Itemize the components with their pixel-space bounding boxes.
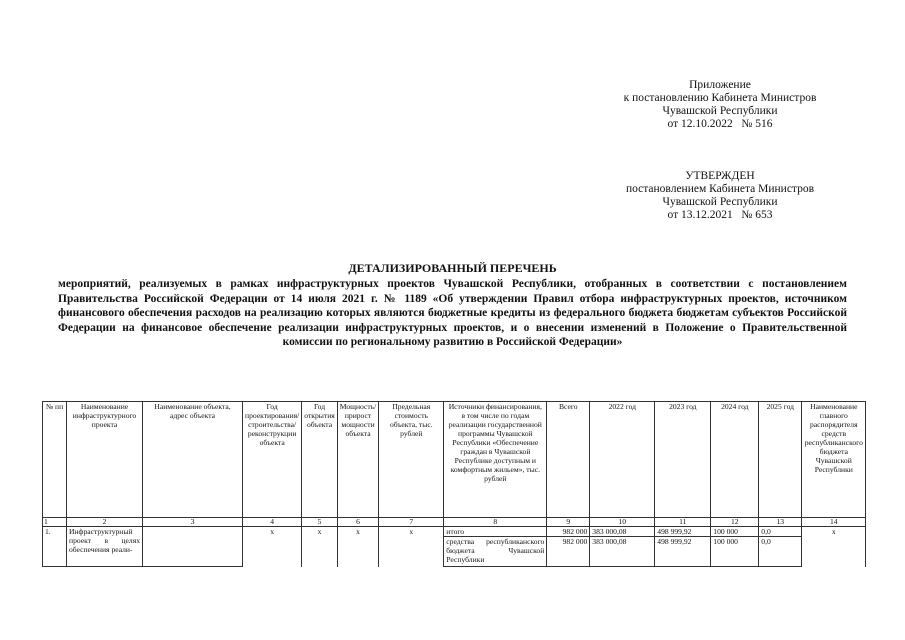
column-number: 6 bbox=[337, 518, 379, 527]
row-2022: 383 000,08 bbox=[590, 527, 655, 537]
appendix-block bbox=[590, 79, 850, 131]
header-2024: 2024 год bbox=[711, 402, 759, 518]
row-2024: 100 000 bbox=[711, 527, 759, 537]
column-number: 8 bbox=[444, 518, 547, 527]
appendix-decree: к постановлению Кабинета Министров bbox=[623, 92, 817, 104]
header-project-name: Наименование инфраструктурного проекта bbox=[67, 402, 143, 518]
column-number: 5 bbox=[302, 518, 337, 527]
row-design-year-cont bbox=[243, 537, 302, 567]
column-number: 13 bbox=[759, 518, 802, 527]
header-object-name: Наименование объекта, адрес объекта bbox=[143, 402, 243, 518]
row-2023: 498 999,92 bbox=[655, 537, 711, 567]
document-subtitle: мероприятий, реализуемых в рамках инфраструктурных проектов Чувашской Республики, отобранных в соответствии с постановлением Правительства Российской Федерации от 14 июля 2021 г. № 1189 «Об утверждении Правил отбора инфраструктурных проектов, источником финансового обеспечения расходов на реализацию которых являются бюджетные кредиты из федерального бюджета бюджетам субъектов Российской Федерации на финансовое обеспечение реализации инфраструктурных проектов, и о внесении изменений в Положение о Правительственной комиссии по региональному развитию в Российской Федерации» bbox=[58, 278, 847, 348]
row-budget-manager: х bbox=[802, 527, 866, 537]
column-number: 7 bbox=[379, 518, 444, 527]
document-title: ДЕТАЛИЗИРОВАННЫЙ ПЕРЕЧЕНЬ bbox=[348, 261, 557, 275]
row-object-name bbox=[143, 527, 243, 567]
row-total: 982 000 bbox=[547, 537, 590, 567]
header-2022: 2022 год bbox=[590, 402, 655, 518]
approved-label: УТВЕРЖДЕН bbox=[685, 170, 755, 182]
header-opening-year: Год открытия объекта bbox=[302, 402, 337, 518]
table-header-row bbox=[43, 402, 866, 518]
approved-block bbox=[590, 170, 850, 222]
row-budget-manager-cont bbox=[802, 537, 866, 567]
column-number: 12 bbox=[711, 518, 759, 527]
table-column-numbers-row bbox=[43, 518, 866, 527]
row-capacity: х bbox=[337, 527, 379, 537]
header-capacity: Мощность/ прирост мощности объекта bbox=[337, 402, 379, 518]
column-number: 14 bbox=[802, 518, 866, 527]
column-number: 9 bbox=[547, 518, 590, 527]
row-capacity-cont bbox=[337, 537, 379, 567]
column-number: 10 bbox=[590, 518, 655, 527]
appendix-republic: Чувашской Республики bbox=[662, 105, 778, 117]
row-design-year: х bbox=[243, 527, 302, 537]
header-2025: 2025 год bbox=[759, 402, 802, 518]
row-project-name-text: Инфраструктурный проект в целях обеспечения реали- bbox=[69, 527, 140, 554]
row-2022: 383 000,08 bbox=[590, 537, 655, 567]
column-number: 3 bbox=[143, 518, 243, 527]
measures-table bbox=[42, 401, 866, 567]
header-design-year: Год проектирования/ строительства/реконструкции объекта bbox=[243, 402, 302, 518]
approved-republic: Чувашской Республики bbox=[662, 196, 778, 208]
header-max-cost: Предельная стоимость объекта, тыс. рублей bbox=[379, 402, 444, 518]
row-number: 1. bbox=[43, 527, 67, 567]
column-number: 2 bbox=[67, 518, 143, 527]
appendix-label: Приложение bbox=[689, 79, 751, 91]
column-number: 11 bbox=[655, 518, 711, 527]
row-2023: 498 999,92 bbox=[655, 527, 711, 537]
approved-decree: постановлением Кабинета Министров bbox=[625, 183, 815, 195]
header-funding-sources: Источники финансирования, в том числе по годам реализации государственной программы Чувашской Республики «Обеспечение граждан в Чувашской Республике доступным и комфортным жильем», тыс. рублей bbox=[444, 402, 547, 518]
header-number: № пп bbox=[43, 402, 67, 518]
row-2025: 0,0 bbox=[759, 527, 802, 537]
row-opening-year-cont bbox=[302, 537, 337, 567]
table-row bbox=[43, 527, 866, 537]
approved-date-number: от 13.12.2021 № 653 bbox=[667, 209, 773, 221]
header-total: Всего bbox=[547, 402, 590, 518]
row-2025: 0,0 bbox=[759, 537, 802, 567]
row-funding-source: итого bbox=[444, 527, 547, 537]
row-funding-source: средства республиканского бюджета Чувашской Республики bbox=[444, 537, 547, 567]
row-max-cost-cont bbox=[379, 537, 444, 567]
row-project-name bbox=[67, 527, 143, 567]
row-total: 982 000 bbox=[547, 527, 590, 537]
column-number: 1 bbox=[43, 518, 67, 527]
header-2023: 2023 год bbox=[655, 402, 711, 518]
header-budget-manager: Наименование главного распорядителя средств республиканского бюджета Чувашской Республики bbox=[802, 402, 866, 518]
appendix-date-number: от 12.10.2022 № 516 bbox=[667, 118, 773, 130]
row-2024: 100 000 bbox=[711, 537, 759, 567]
column-number: 4 bbox=[243, 518, 302, 527]
row-opening-year: х bbox=[302, 527, 337, 537]
row-max-cost: х bbox=[379, 527, 444, 537]
